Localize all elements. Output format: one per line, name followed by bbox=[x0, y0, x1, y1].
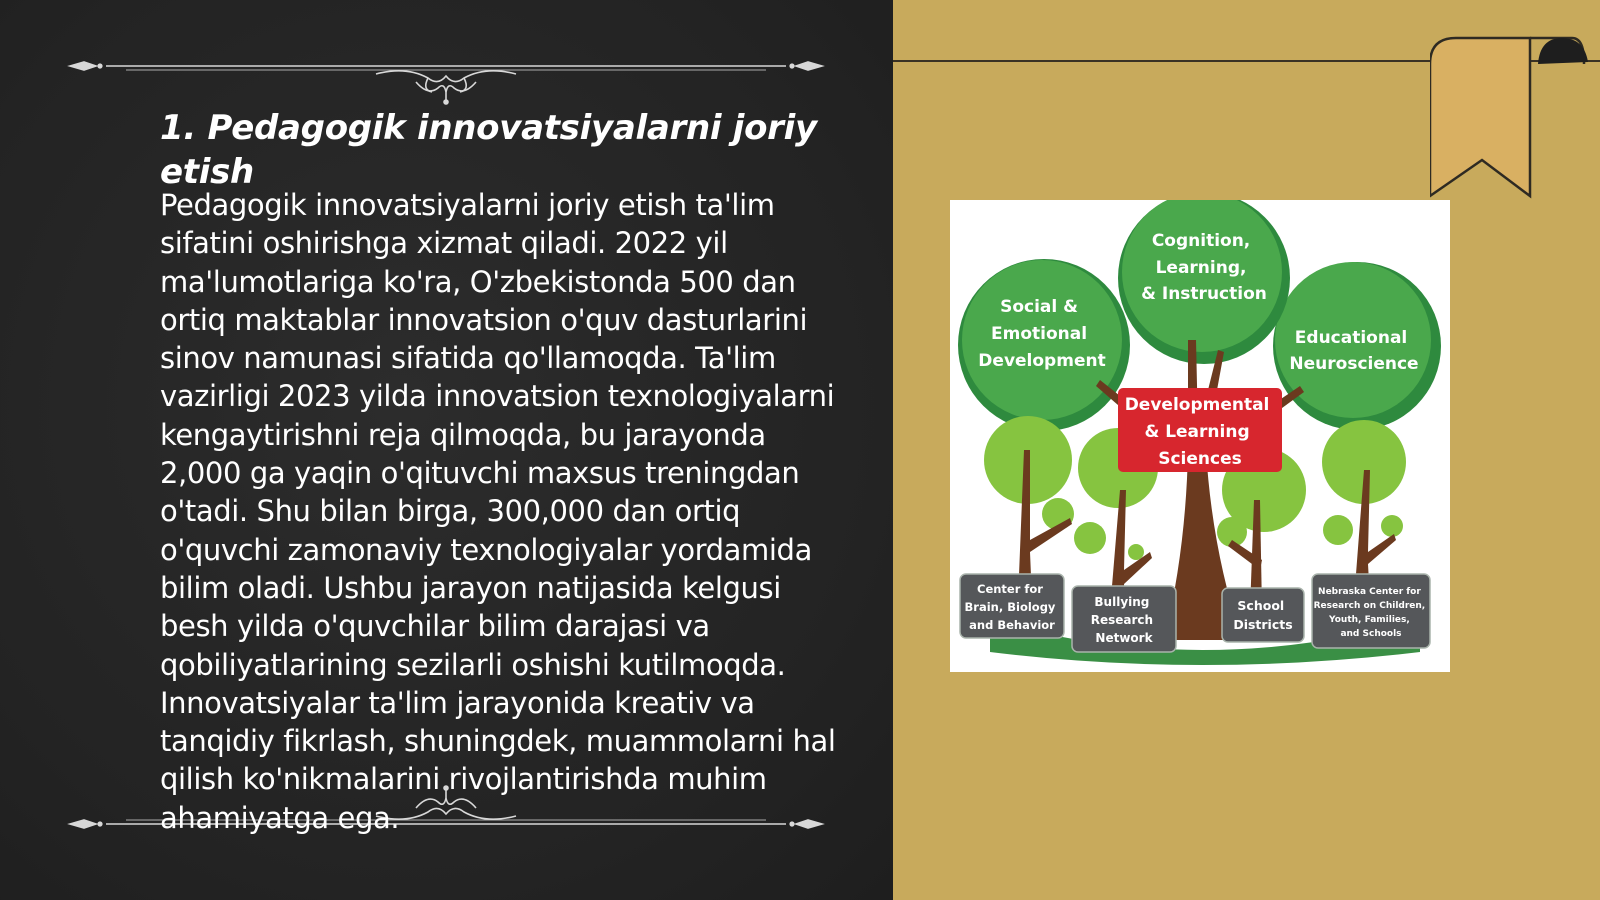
leaf-4 bbox=[1323, 515, 1353, 545]
bookmark-ribbon-icon bbox=[1430, 34, 1600, 200]
center-label: Developmental & Learning Sciences bbox=[1124, 395, 1270, 469]
canopy-label-left: Social & Emotional Development bbox=[978, 297, 1106, 371]
root-label-4: Nebraska Center for Research on Children, Youth, Families, and Schools bbox=[1313, 587, 1426, 639]
slide-body-text: Pedagogik innovatsiyalarni joriy etish ta'lim sifatini oshirishga xizmat qiladi. 2022 yil ma'lumotlariga ko'ra, O'zbekistonda 500 dan ortiq maktablar innovatsion o'quv dasturlarini sinov namunasi sifatida qo'llamoqda. Ta'lim vazirligi 2023 yilda innovatsion texnologiyalarni kengaytirishni reja qilmoqda, bu jarayonda 2,000 ga yaqin o'qituvchi maxsus treningdan o'tadi. Shu bilan birga, 300,000 dan ortiq o'quvchi zamonaviy texnologiyalar yordamida bilim oladi. Ushbu jarayon natijasida kelgusi besh yilda o'quvchilar bilim darajasi va qobiliyatlarining sezilarli oshishi kutilmoqda. Innovatsiyalar ta'lim jarayonida kreativ va tanqidiy fikrlash, shuningdek, muammolarni hal qilish ko'nikmalarini rivojlantirishda muhim ahamiyatga ega. bbox=[160, 188, 836, 835]
tree-diagram-graphic bbox=[950, 200, 1450, 672]
leaf-6 bbox=[1128, 544, 1144, 560]
root-label-2: Bullying Research Network bbox=[1090, 595, 1154, 645]
root-label-3: School Districts bbox=[1233, 598, 1293, 632]
slide-title: 1. Pedagogik innovatsiyalarni joriy etish bbox=[160, 108, 817, 192]
root-box-3 bbox=[1222, 588, 1304, 642]
canopy-label-right: Educational Neuroscience bbox=[1289, 328, 1419, 374]
root-label-1: Center for Brain, Biology and Behavior bbox=[964, 582, 1056, 632]
tree-diagram bbox=[950, 200, 1450, 672]
leaf-2 bbox=[1074, 522, 1106, 554]
canopy-label-top: Cognition, Learning, & Instruction bbox=[1141, 231, 1267, 304]
leaf-5 bbox=[1381, 515, 1403, 537]
top-ornament-divider bbox=[66, 52, 826, 112]
